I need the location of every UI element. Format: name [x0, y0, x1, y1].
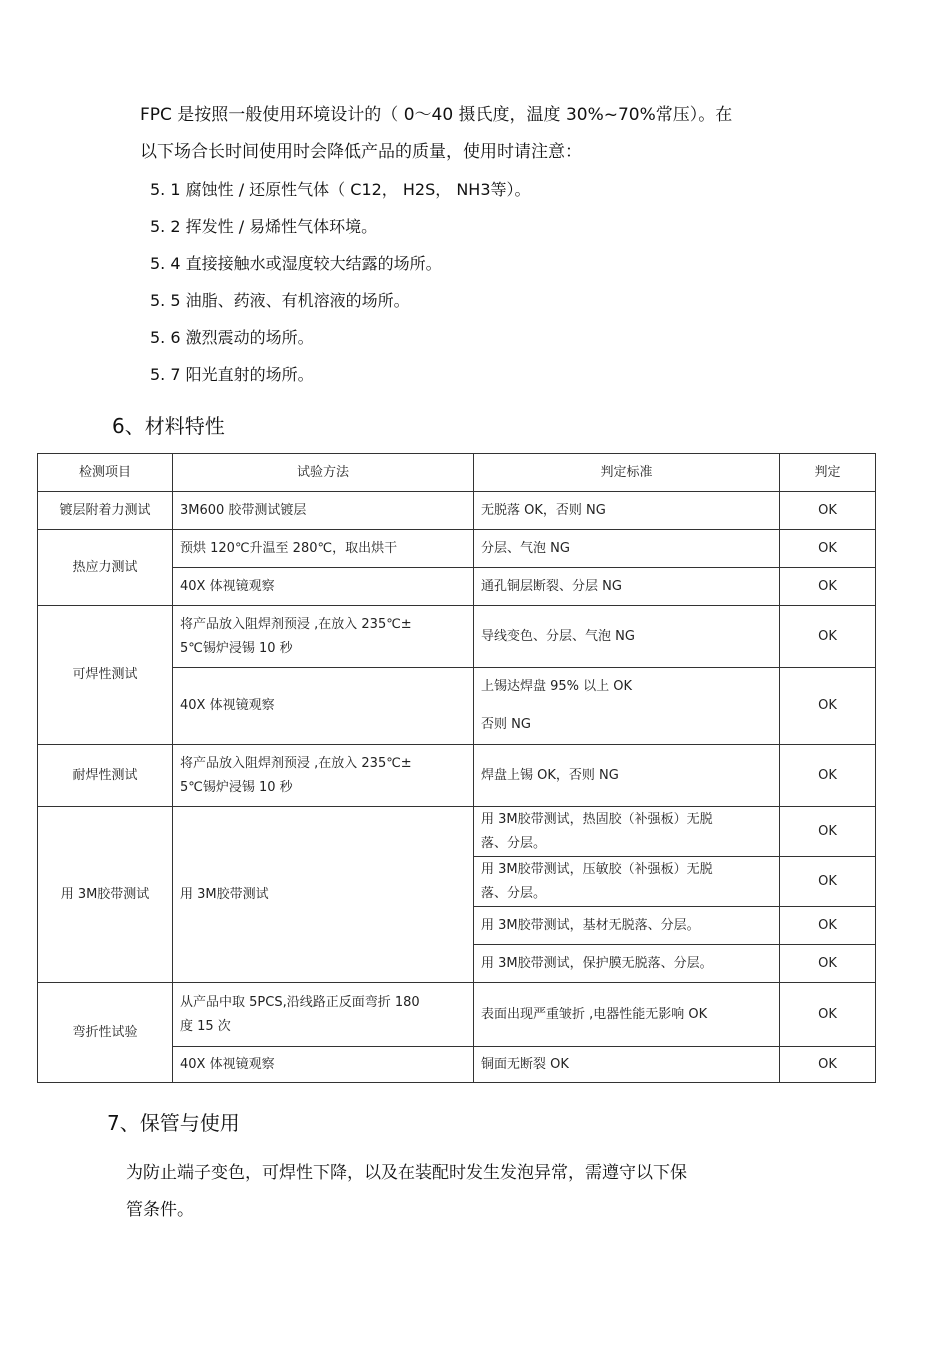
criteria-line: 用 3M胶带测试，压敏胶（补强板）无脱	[481, 861, 713, 877]
method-line: 将产品放入阻焊剂预浸 ,在放入 235℃±	[180, 616, 412, 632]
method-line: 从产品中取 5PCS,沿线路正反面弯折 180	[180, 994, 420, 1010]
result-cell: OK	[780, 983, 876, 1047]
criteria-cell: 用 3M胶带测试，基材无脱落、分层。	[474, 907, 780, 945]
test-item-cell: 用 3M胶带测试	[38, 807, 173, 983]
caution-item: 5. 2 挥发性 / 易烯性气体环境。	[150, 217, 378, 236]
header-criteria: 判定标准	[474, 454, 780, 492]
criteria-cell	[474, 807, 780, 857]
test-item-cell: 弯折性试验	[38, 983, 173, 1083]
result-cell: OK	[780, 807, 876, 857]
method-cell: 40X 体视镜观察	[173, 568, 474, 606]
method-cell: 40X 体视镜观察	[173, 1047, 474, 1083]
criteria-line: 落、分层。	[481, 835, 547, 851]
result-cell: OK	[780, 907, 876, 945]
criteria-cell: 铜面无断裂 OK	[474, 1047, 780, 1083]
table-row	[38, 492, 876, 530]
caution-item: 5. 7 阳光直射的场所。	[150, 365, 314, 384]
table-row	[38, 807, 876, 857]
criteria-cell: 用 3M胶带测试，保护膜无脱落、分层。	[474, 945, 780, 983]
method-cell: 40X 体视镜观察	[173, 668, 474, 745]
method-cell: 用 3M胶带测试	[173, 807, 474, 983]
criteria-line: 用 3M胶带测试，热固胶（补强板）无脱	[481, 811, 713, 827]
criteria-cell: 分层、气泡 NG	[474, 530, 780, 568]
result-cell: OK	[780, 492, 876, 530]
material-properties-table	[37, 453, 876, 1083]
caution-item: 5. 4 直接接触水或湿度较大结露的场所。	[150, 254, 442, 273]
test-item-cell: 耐焊性测试	[38, 745, 173, 807]
result-cell: OK	[780, 1047, 876, 1083]
method-line: 5℃锡炉浸锡 10 秒	[180, 640, 293, 656]
section-7-title: 7、保管与使用	[107, 1111, 240, 1135]
header-test-method: 试验方法	[173, 454, 474, 492]
result-cell: OK	[780, 668, 876, 745]
criteria-line: 上锡达焊盘 95% 以上 OK	[481, 679, 633, 694]
result-cell: OK	[780, 530, 876, 568]
header-result: 判定	[780, 454, 876, 492]
criteria-cell	[474, 668, 780, 745]
table-row	[38, 606, 876, 668]
test-item-cell: 可焊性测试	[38, 606, 173, 745]
table-row	[38, 745, 876, 807]
criteria-cell: 无脱落 OK，否则 NG	[474, 492, 780, 530]
method-cell	[173, 983, 474, 1047]
caution-item: 5. 5 油脂、药液、有机溶液的场所。	[150, 291, 410, 310]
criteria-cell	[474, 857, 780, 907]
test-item-cell: 镀层附着力测试	[38, 492, 173, 530]
method-line: 度 15 次	[180, 1018, 231, 1034]
section-7-line-2: 管条件。	[126, 1200, 194, 1220]
criteria-cell: 通孔铜层断裂、分层 NG	[474, 568, 780, 606]
method-line: 将产品放入阻焊剂预浸 ,在放入 235℃±	[180, 755, 412, 771]
intro-line-1: FPC 是按照一般使用环境设计的（ 0～40 摄氏度，温度 30%~70%常压）。在	[140, 105, 733, 125]
section-7-line-1: 为防止端子变色，可焊性下降，以及在装配时发生发泡异常，需遵守以下保	[126, 1163, 687, 1183]
method-line: 5℃锡炉浸锡 10 秒	[180, 779, 293, 795]
criteria-cell: 表面出现严重皱折 ,电器性能无影响 OK	[474, 983, 780, 1047]
table-row	[38, 530, 876, 568]
caution-item: 5. 1 腐蚀性 / 还原性气体（ C12， H2S， NH3等）。	[150, 180, 531, 199]
criteria-cell: 导线变色、分层、气泡 NG	[474, 606, 780, 668]
caution-item: 5. 6 激烈震动的场所。	[150, 328, 314, 347]
result-cell: OK	[780, 945, 876, 983]
criteria-line: 落、分层。	[481, 885, 547, 901]
method-cell	[173, 745, 474, 807]
result-cell: OK	[780, 568, 876, 606]
table-header-row	[38, 454, 876, 492]
criteria-line: 否则 NG	[481, 717, 531, 732]
method-cell: 预烘 120℃升温至 280℃，取出烘干	[173, 530, 474, 568]
method-cell	[173, 606, 474, 668]
section-6-title: 6、材料特性	[112, 414, 225, 438]
criteria-cell: 焊盘上锡 OK，否则 NG	[474, 745, 780, 807]
result-cell: OK	[780, 745, 876, 807]
intro-line-2: 以下场合长时间使用时会降低产品的质量，使用时请注意：	[140, 142, 582, 162]
test-item-cell: 热应力测试	[38, 530, 173, 606]
method-cell: 3M600 胶带测试镀层	[173, 492, 474, 530]
result-cell: OK	[780, 857, 876, 907]
result-cell: OK	[780, 606, 876, 668]
header-test-item: 检测项目	[38, 454, 173, 492]
table-row	[38, 983, 876, 1047]
